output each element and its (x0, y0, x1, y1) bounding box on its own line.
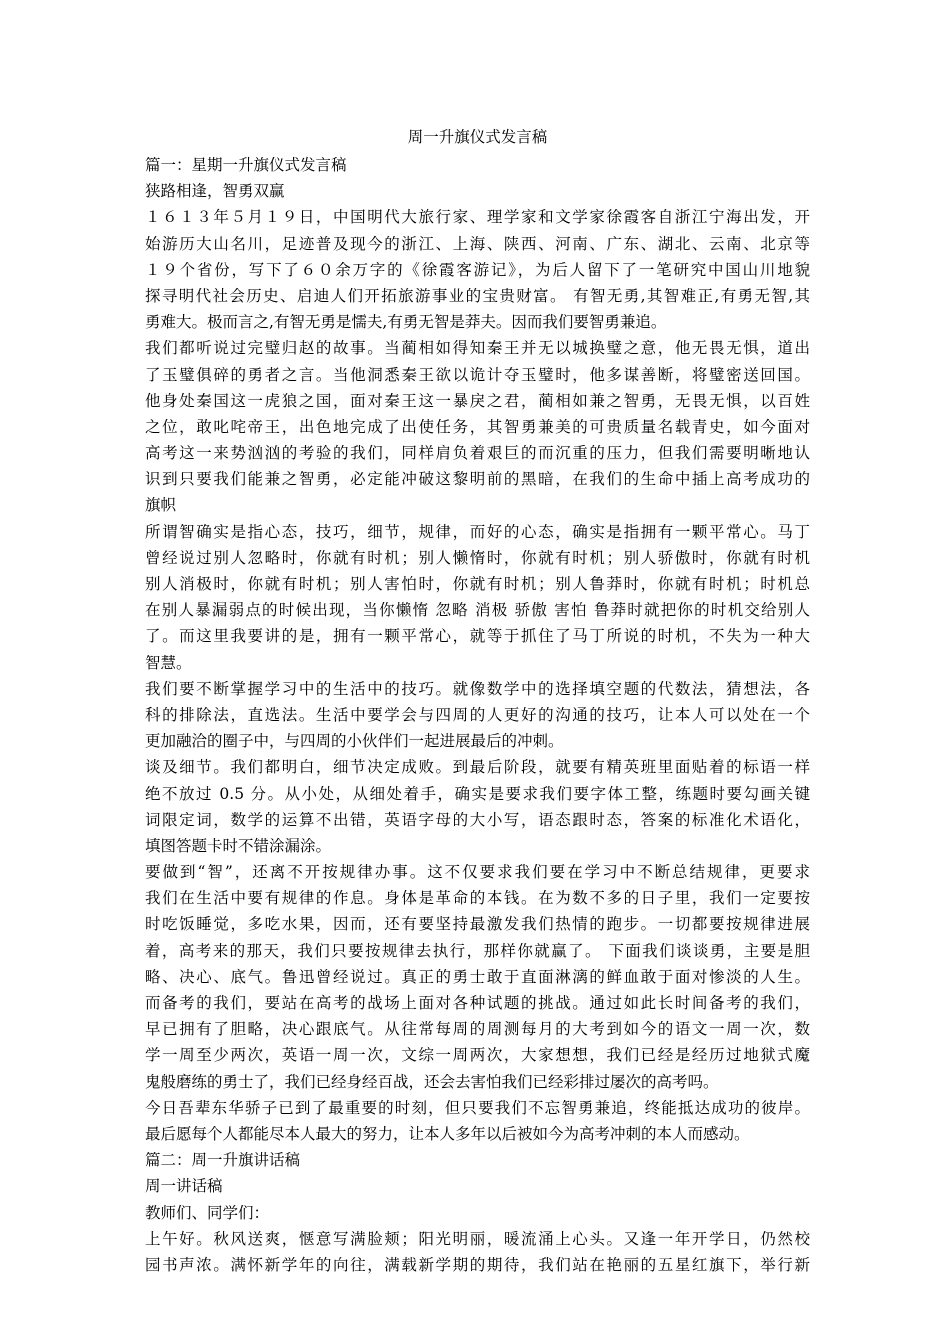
text-line: 学一周至少两次，英语一周一次，文综一周两次，大家想想，我们已经是经历过地狱式魔 (145, 1046, 810, 1065)
text-line: １６１３年５月１９日，中国明代大旅行家、理学家和文学家徐霞客自浙江宁海出发，开 (145, 208, 810, 227)
text-line: 了。而这里我要讲的是，拥有一颗平常心，就等于抓住了马丁所说的时机，不失为一种大 (145, 627, 810, 646)
document-body (145, 152, 810, 1278)
text-line: 鬼般磨练的勇士了，我们已经身经百战，还会去害怕我们已经彩排过屡次的高考吗。 (145, 1072, 719, 1091)
text-line: 狭路相逢，智勇双赢 (145, 182, 285, 201)
text-line: 绝不放过 0.5 分。从小处，从细处着手，确实是要求我们要字体工整，练题时要勾画关键 (145, 784, 810, 803)
text-line: 谈及细节。我们都明白，细节决定成败。到最后阶段，就要有精英班里面贴着的标语一样 (145, 758, 810, 777)
text-line: 略、决心、底气。鲁迅曾经说过。真正的勇士敢于直面淋漓的鲜血敢于面对惨淡的人生。 (145, 967, 810, 986)
text-line: 探寻明代社会历史、启迪人们开拓旅游事业的宝贵财富。 有智无勇,其智难正,有勇无智,其 (145, 286, 810, 305)
text-line: 所谓智确实是指心态，技巧，细节，规律，而好的心态，确实是指拥有一颗平常心。马丁 (145, 522, 810, 541)
text-line: 科的排除法，直选法。生活中要学会与四周的人更好的沟通的技巧，让本人可以处在一个 (145, 705, 810, 724)
text-line: 之位，敢叱咤帝王，出色地完成了出使任务，其智勇兼美的可贵质量名载青史，如今面对 (145, 417, 810, 436)
document-page (145, 122, 810, 1278)
text-line: 智慧。 (145, 653, 192, 672)
text-line: １９个省份，写下了６０余万字的《徐霞客游记》，为后人留下了一笔研究中国山川地貌 (145, 260, 810, 279)
text-line: 词限定词，数学的运算不出错，英语字母的大小写，语态跟时态，答案的标准化术语化， (145, 810, 810, 829)
text-line: 始游历大山名川，足迹普及现今的浙江、上海、陕西、河南、广东、湖北、云南、北京等 (145, 234, 810, 253)
text-line: 要做到“智”，还离不开按规律办事。这不仅要求我们要在学习中不断总结规律，更要求 (145, 863, 810, 882)
text-line: 最后愿每个人都能尽本人最大的努力，让本人多年以后被如今为高考冲刺的本人而感动。 (145, 1124, 750, 1143)
text-line: 园书声浓。满怀新学年的向往，满载新学期的期待，我们站在艳丽的五星红旗下，举行新 (145, 1255, 810, 1274)
text-line: 周一讲话稿 (145, 1177, 223, 1196)
text-line: 旗帜 (145, 496, 177, 515)
text-line: 我们在生活中要有规律的作息。身体是革命的本钱。在为数不多的日子里，我们一定要按 (145, 889, 810, 908)
text-line: 高考这一来势汹汹的考验的我们，同样肩负着艰巨的而沉重的压力，但我们需要明晰地认 (145, 444, 810, 463)
text-line: 在别人暴漏弱点的时候出现，当你懒惰 忽略 消极 骄傲 害怕 鲁莽时就把你的时机交给别人 (145, 601, 810, 620)
text-line: 今日吾辈东华骄子已到了最重要的时刻，但只要我们不忘智勇兼追，终能抵达成功的彼岸。 (145, 1098, 810, 1117)
text-line: 篇一：星期一升旗仪式发言稿 (145, 156, 347, 174)
text-line: 填图答题卡时不错涂漏涂。 (145, 836, 332, 855)
text-line: 我们要不断掌握学习中的生活中的技巧。就像数学中的选择填空题的代数法，猜想法，各 (145, 679, 810, 698)
text-line: 而备考的我们，要站在高考的战场上面对各种试题的挑战。通过如此长时间备考的我们， (145, 994, 810, 1012)
text-line: 上午好。秋风送爽，惬意写满脸颊；阳光明丽，暖流涌上心头。又逢一年开学日，仍然校 (145, 1229, 810, 1248)
text-line: 时吃饭睡觉，多吃水果，因而，还有要坚持最激发我们热情的跑步。一切都要按规律进展 (145, 915, 810, 934)
document-title: 周一升旗仪式发言稿 (407, 128, 548, 146)
text-line: 他身处秦国这一虎狼之国，面对秦王这一暴戾之君，蔺相如兼之智勇，无畏无惧，以百姓 (145, 391, 810, 410)
text-line: 教师们、同学们： (145, 1203, 270, 1222)
text-line: 早已拥有了胆略，决心跟底气。从往常每周的周测每月的大考到如今的语文一周一次，数 (145, 1020, 810, 1039)
text-line: 着，高考来的那天，我们只要按规律去执行，那样你就赢了。 下面我们谈谈勇，主要是胆 (145, 941, 810, 960)
text-line: 了玉璧俱碎的勇者之言。当他洞悉秦王欲以诡计夺玉璧时，他多谋善断，将璧密送回国。 (145, 365, 810, 384)
text-line: 篇二：周一升旗讲话稿 (145, 1151, 301, 1170)
text-line: 别人消极时，你就有时机；别人害怕时，你就有时机；别人鲁莽时，你就有时机；时机总 (145, 575, 810, 593)
text-line: 识到只要我们能兼之智勇，必定能冲破这黎明前的黑暗，在我们的生命中插上高考成功的 (145, 470, 810, 489)
text-line: 曾经说过别人忽略时，你就有时机；别人懒惰时，你就有时机；别人骄傲时，你就有时机 (145, 548, 810, 567)
text-line: 勇难大。极而言之,有智无勇是懦夫,有勇无智是莽夫。因而我们要智勇兼追。 (145, 313, 667, 332)
text-line: 我们都听说过完璧归赵的故事。当蔺相如得知秦王并无以城换璧之意，他无畏无惧，道出 (145, 339, 810, 358)
text-line: 更加融洽的圈子中，与四周的小伙伴们一起进展最后的冲刺。 (145, 732, 564, 751)
